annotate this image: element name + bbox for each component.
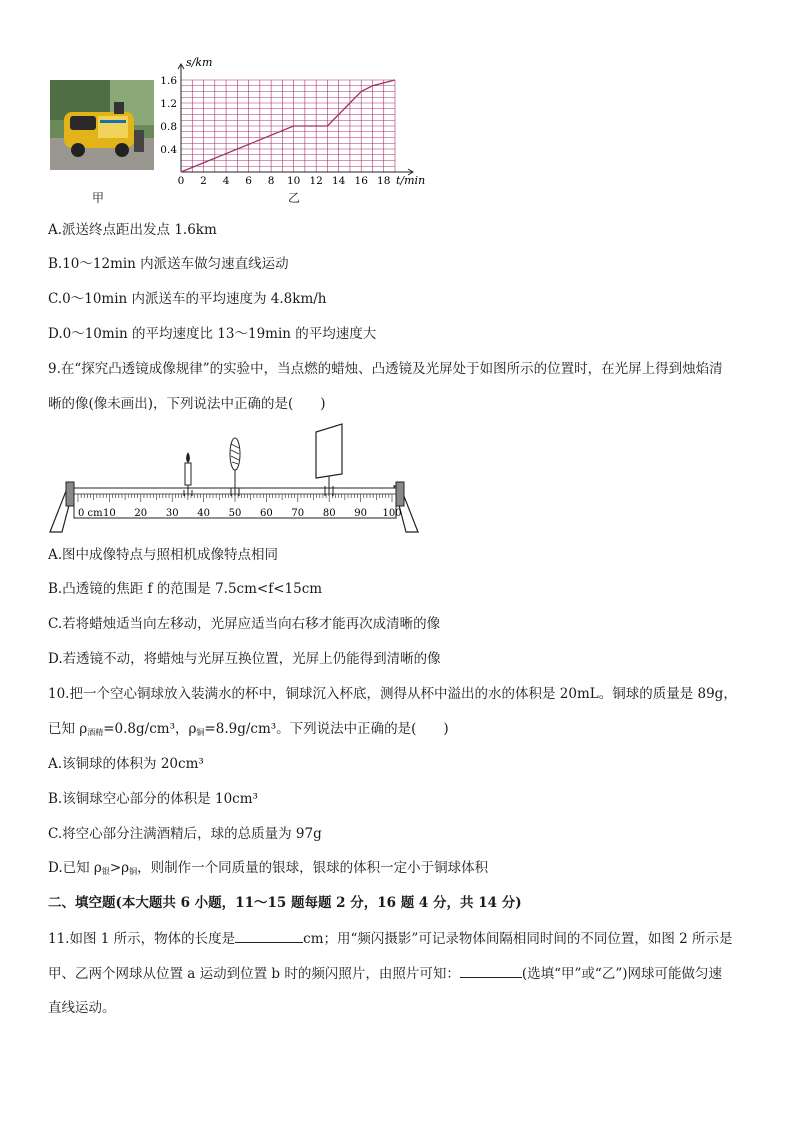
y-tick-label: 1.6 [160, 75, 177, 87]
q8-option-d: D.0～10min 的平均速度比 13～19min 的平均速度大 [48, 326, 377, 342]
x-tick-label: 2 [200, 175, 207, 187]
figure-caption-jia: 甲 [92, 191, 105, 205]
ruler-label: 0 cm [78, 508, 103, 519]
ruler-label: 100 [382, 508, 402, 519]
ruler-label: 20 [134, 508, 148, 519]
q9-option-b: B.凸透镜的焦距 f 的范围是 7.5cm<f<15cm [48, 581, 323, 597]
q9-option-a: A.图中成像特点与照相机成像特点相同 [48, 547, 279, 563]
x-tick-label: 10 [286, 175, 301, 187]
q10-stem-line1: 10.把一个空心铜球放入装满水的杯中，铜球沉入杯底，测得从杯中溢出的水的体积是 20mL。铜球的质量是 89g， [48, 686, 737, 702]
ruler-label: 80 [322, 508, 336, 519]
q9-stem-line2: 晰的像(像未画出)，下列说法中正确的是( ) [48, 396, 326, 412]
q10-option-b: B.该铜球空心部分的体积是 10cm³ [48, 791, 258, 807]
x-tick-label: 4 [222, 175, 230, 187]
answer-blank-length[interactable] [235, 928, 303, 943]
figure-caption-yi: 乙 [288, 191, 301, 205]
x-tick-label: 18 [377, 175, 391, 187]
x-axis-label: t/min [396, 174, 426, 187]
q10-option-d: D.已知 $\rho_银>\rho_铜$，则制作一个同质量的银球，银球的体积一定小于铜球体积 [48, 860, 489, 876]
y-axis-label: s/km [186, 56, 213, 69]
ruler-label: 70 [291, 508, 305, 519]
light-screen [316, 424, 342, 496]
ruler-label: 10 [103, 508, 116, 519]
q11-line1: 11.如图 1 所示，物体的长度是 cm；用“频闪摄影”可记录物体间隔相同时间的不同位置，如图 2 所示是 [48, 928, 733, 949]
q8-option-b: B.10～12min 内派送车做匀速直线运动 [48, 256, 289, 272]
q9-option-c: C.若将蜡烛适当向左移动，光屏应适当向右移才能再次成清晰的像 [48, 616, 441, 632]
optical-bench-diagram [48, 420, 428, 540]
q11-line2: 甲、乙两个网球从位置 a 运动到位置 b 时的频闪照片，由照片可知： (选填“甲”或“乙”)网球可能做匀速 [48, 963, 722, 984]
ruler-label: 30 [165, 508, 179, 519]
q10-option-a: A.该铜球的体积为 20cm³ [48, 756, 204, 772]
ruler-label: 40 [197, 508, 210, 519]
distance-time-chart [158, 52, 428, 212]
q8-option-c: C.0～10min 内派送车的平均速度为 4.8km/h [48, 291, 327, 307]
x-tick-label: 8 [267, 175, 275, 187]
q8-option-a: A.派送终点距出发点 1.6km [48, 222, 217, 238]
y-tick-label: 1.2 [160, 98, 177, 110]
y-tick-label: 0.8 [160, 121, 177, 133]
convex-lens [230, 438, 240, 496]
x-tick-label: 14 [331, 175, 346, 187]
q10-option-c: C.将空心部分注满酒精后，球的总质量为 97g [48, 826, 322, 842]
x-tick-label: 0 [177, 175, 185, 187]
y-tick-label: 0.4 [160, 144, 177, 156]
q10-stem-line2: 已知 $\rho_{酒精}=0.8g$/cm³，$\rho_铜=8.9g$/cm³。下列说法中正确的是( ) [48, 721, 449, 737]
ruler-label: 90 [354, 508, 367, 519]
q9-option-d: D.若透镜不动，将蜡烛与光屏互换位置，光屏上仍能得到清晰的像 [48, 651, 441, 667]
q9-stem-line1: 9.在“探究凸透镜成像规律”的实验中，当点燃的蜡烛、凸透镜及光屏处于如图所示的位置时，在光屏上得到烛焰清 [48, 361, 723, 377]
x-tick-label: 12 [309, 175, 323, 187]
answer-blank-ball[interactable] [460, 963, 522, 978]
ruler-label: 60 [260, 508, 273, 519]
x-tick-label: 16 [354, 175, 368, 187]
x-tick-label: 6 [245, 175, 252, 187]
q11-line3: 直线运动。 [48, 1000, 116, 1016]
delivery-vehicle-photo [50, 80, 154, 170]
section-2-title: 二、填空题(本大题共 6 小题，11～15 题每题 2 分，16 题 4 分，共 14 分) [48, 895, 522, 911]
ruler-label: 50 [228, 508, 242, 519]
